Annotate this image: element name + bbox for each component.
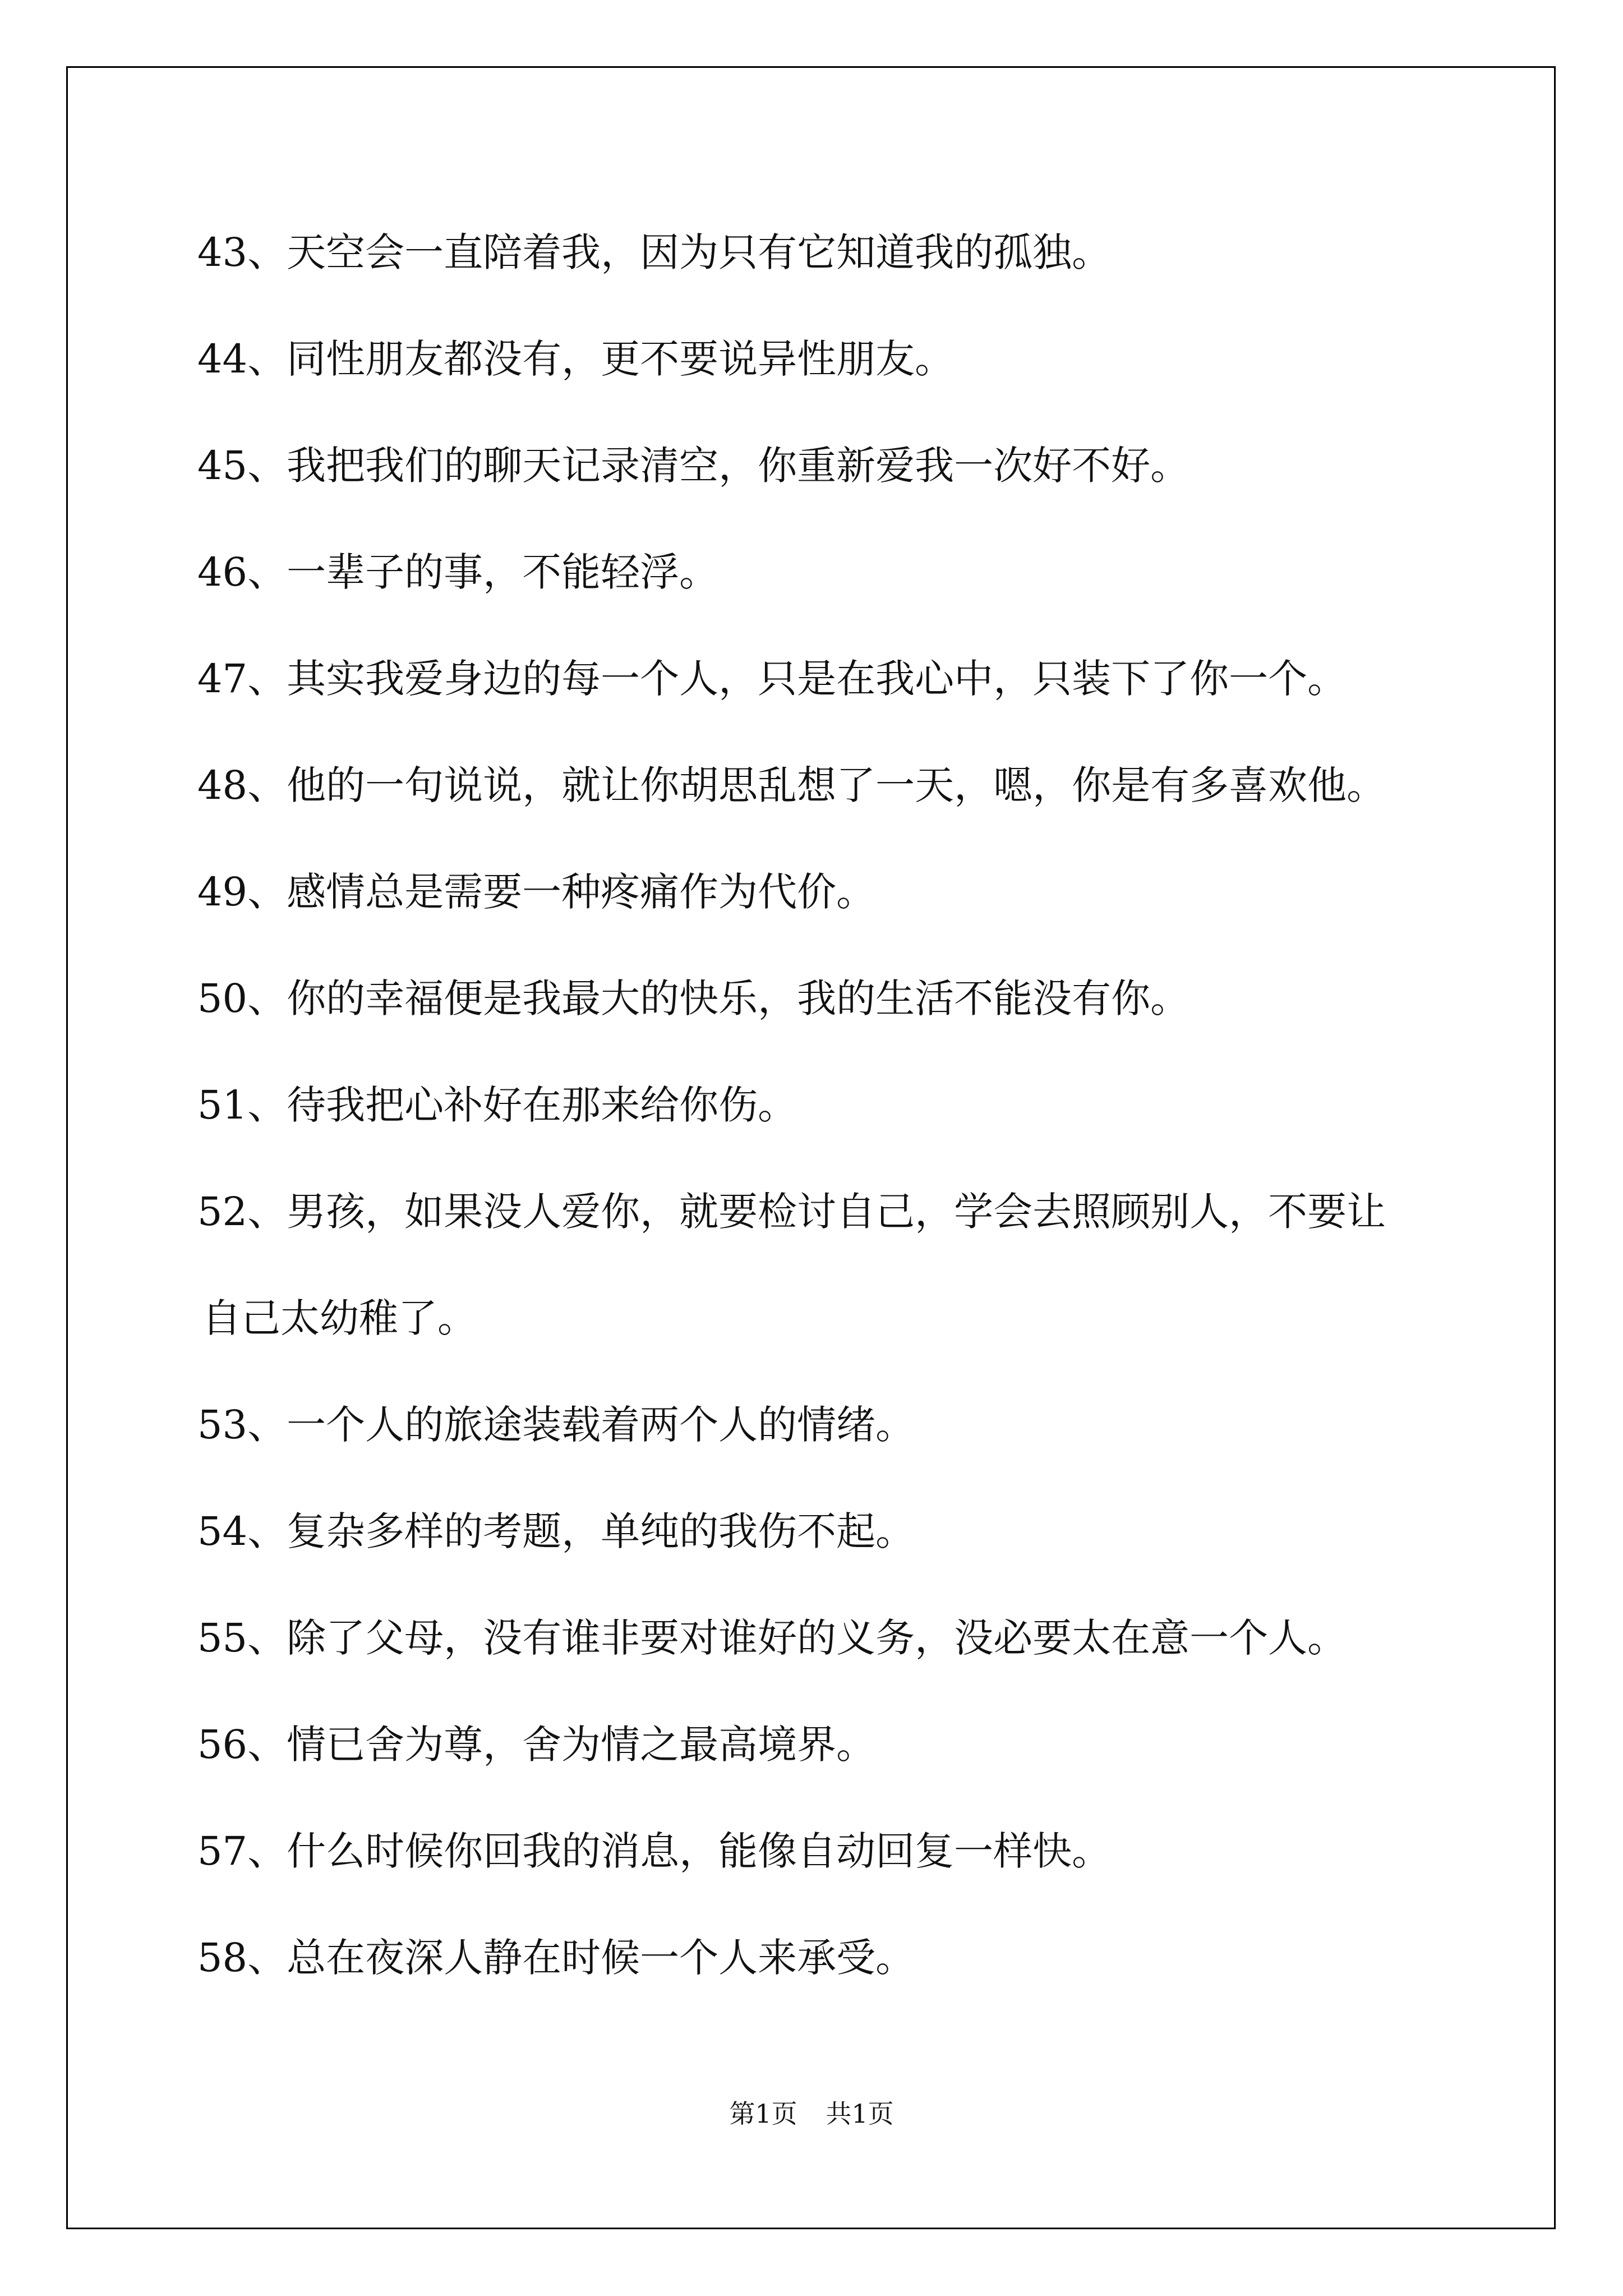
text-line-continuation: 自己太幼稚了。 (202, 1295, 477, 1341)
text-line: 51、待我把心补好在那来给你伤。 (197, 1082, 797, 1128)
text-line: 58、总在夜深人静在时候一个人来承受。 (197, 1935, 915, 1981)
text-line: 48、他的一句说说，就让你胡思乱想了一天，嗯，你是有多喜欢他。 (197, 762, 1386, 808)
page-number-total: 共1页 (826, 2099, 894, 2129)
text-line: 49、感情总是需要一种疼痛作为代价。 (197, 869, 876, 915)
text-line: 56、情已舍为尊，舍为情之最高境界。 (197, 1722, 876, 1768)
page-footer (0, 2093, 1623, 2131)
text-line: 44、同性朋友都没有，更不要说异性朋友。 (197, 336, 955, 382)
text-line: 55、除了父母，没有谁非要对谁好的义务，没必要太在意一个人。 (197, 1615, 1347, 1661)
text-line: 47、其实我爱身边的每一个人，只是在我心中，只装下了你一个。 (197, 656, 1347, 702)
text-line: 57、什么时候你回我的消息，能像自动回复一样快。 (197, 1828, 1112, 1874)
document-body (197, 219, 1442, 2031)
page-number-current: 第1页 (729, 2099, 797, 2129)
text-line: 46、一辈子的事，不能轻浮。 (197, 549, 719, 595)
text-line: 45、我把我们的聊天记录清空，你重新爱我一次好不好。 (197, 443, 1190, 489)
text-line: 54、复杂多样的考题，单纯的我伤不起。 (197, 1508, 915, 1554)
text-line: 52、男孩，如果没人爱你，就要检讨自己，学会去照顾别人，不要让 (197, 1189, 1386, 1235)
text-line: 53、一个人的旅途装载着两个人的情绪。 (197, 1402, 915, 1448)
text-line: 43、天空会一直陪着我，因为只有它知道我的孤独。 (197, 229, 1112, 275)
text-line: 50、你的幸福便是我最大的快乐，我的生活不能没有你。 (197, 976, 1190, 1022)
